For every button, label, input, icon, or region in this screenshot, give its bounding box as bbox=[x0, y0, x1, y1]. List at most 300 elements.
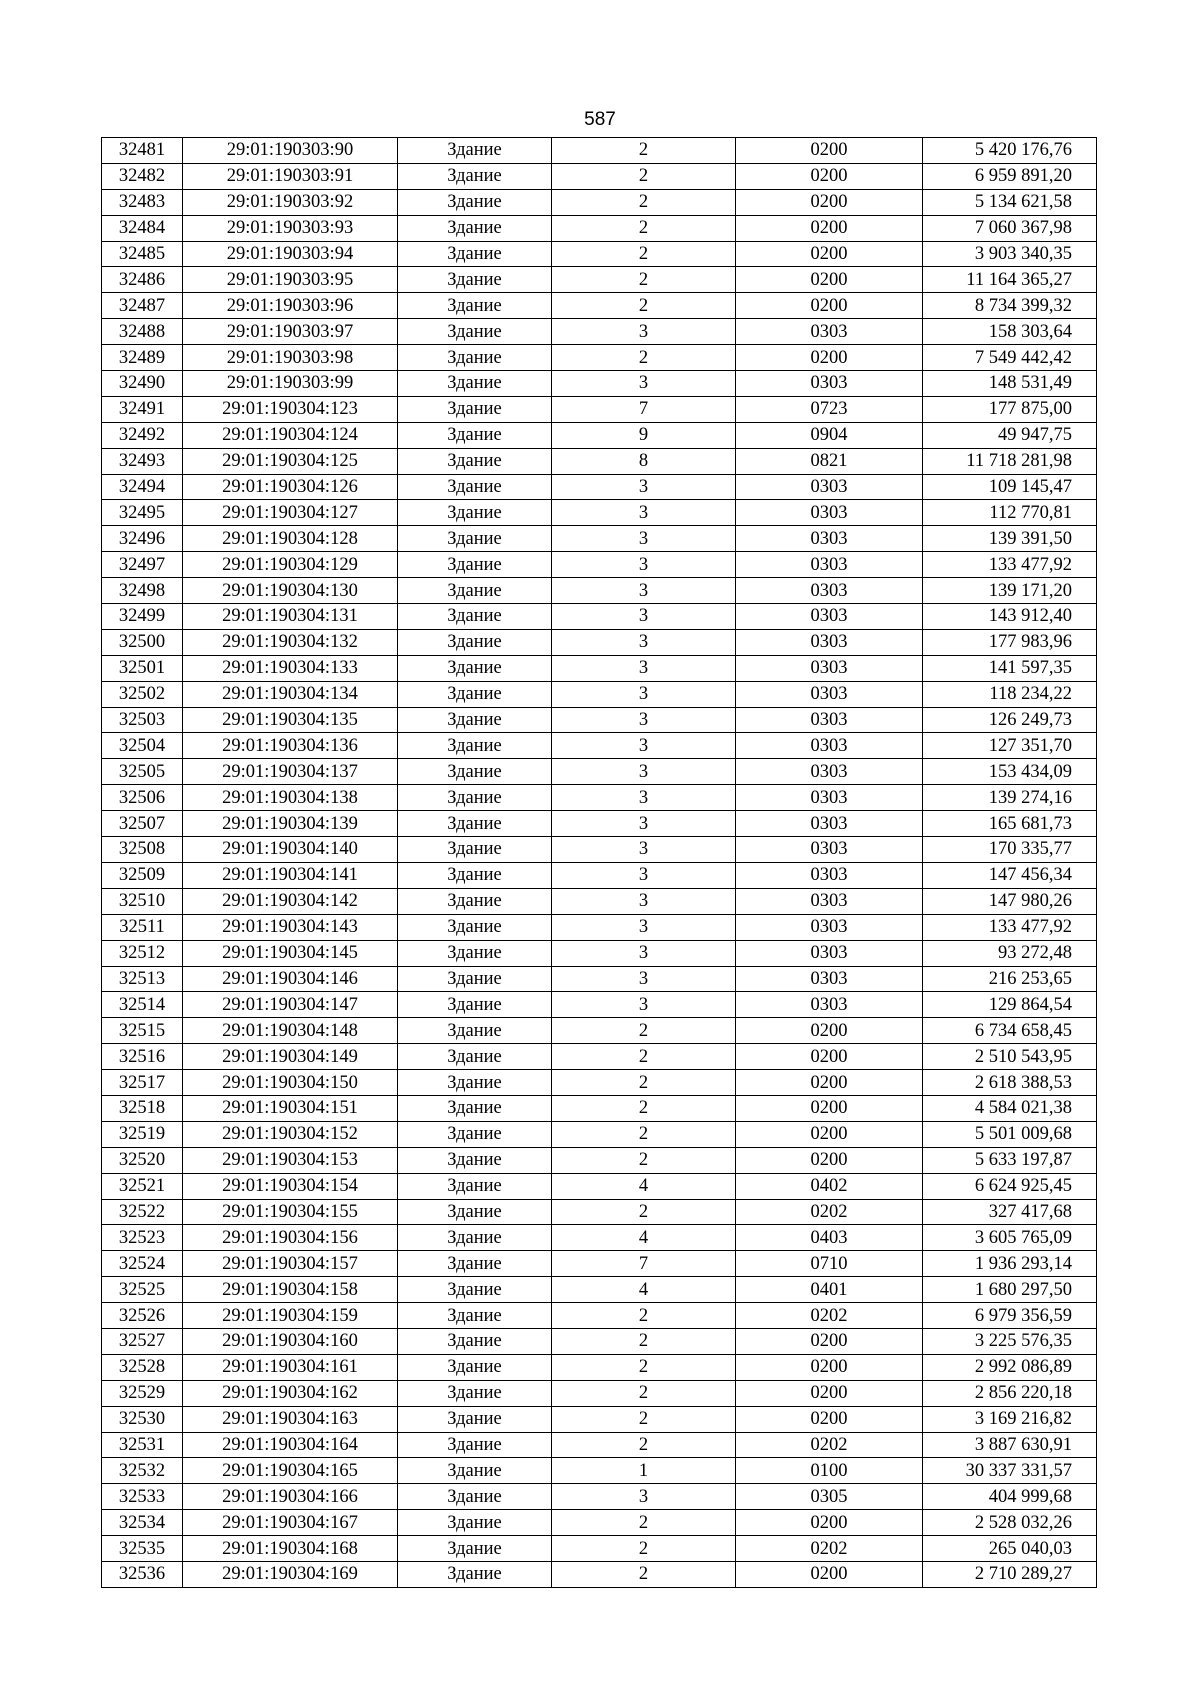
object-type-cell: Здание bbox=[398, 1406, 552, 1432]
subgroup-code-cell: 0303 bbox=[736, 888, 923, 914]
row-number-cell: 32504 bbox=[102, 733, 183, 759]
cadastral-number-cell: 29:01:190304:124 bbox=[183, 422, 398, 448]
cadastral-value-cell: 5 420 176,76 bbox=[923, 138, 1097, 164]
group-cell: 2 bbox=[552, 1432, 736, 1458]
object-type-cell: Здание bbox=[398, 1354, 552, 1380]
object-type-cell: Здание bbox=[398, 837, 552, 863]
object-type-cell: Здание bbox=[398, 448, 552, 474]
group-cell: 3 bbox=[552, 888, 736, 914]
group-cell: 2 bbox=[552, 345, 736, 371]
row-number-cell: 32521 bbox=[102, 1173, 183, 1199]
row-number-cell: 32522 bbox=[102, 1199, 183, 1225]
table-row bbox=[102, 189, 1097, 215]
row-number-cell: 32535 bbox=[102, 1536, 183, 1562]
row-number-cell: 32484 bbox=[102, 215, 183, 241]
cadastral-value-cell: 177 983,96 bbox=[923, 629, 1097, 655]
cadastral-value-cell: 6 959 891,20 bbox=[923, 163, 1097, 189]
object-type-cell: Здание bbox=[398, 1277, 552, 1303]
group-cell: 3 bbox=[552, 707, 736, 733]
cadastral-number-cell: 29:01:190304:149 bbox=[183, 1044, 398, 1070]
registry-table bbox=[101, 137, 1097, 1588]
table-row bbox=[102, 1121, 1097, 1147]
cadastral-number-cell: 29:01:190304:161 bbox=[183, 1354, 398, 1380]
cadastral-value-cell: 139 274,16 bbox=[923, 785, 1097, 811]
table-row bbox=[102, 862, 1097, 888]
row-number-cell: 32486 bbox=[102, 267, 183, 293]
cadastral-number-cell: 29:01:190304:155 bbox=[183, 1199, 398, 1225]
cadastral-value-cell: 216 253,65 bbox=[923, 966, 1097, 992]
row-number-cell: 32501 bbox=[102, 655, 183, 681]
table-row bbox=[102, 319, 1097, 345]
table-row bbox=[102, 371, 1097, 397]
subgroup-code-cell: 0200 bbox=[736, 1354, 923, 1380]
group-cell: 3 bbox=[552, 992, 736, 1018]
cadastral-value-cell: 6 734 658,45 bbox=[923, 1018, 1097, 1044]
cadastral-number-cell: 29:01:190303:99 bbox=[183, 371, 398, 397]
row-number-cell: 32488 bbox=[102, 319, 183, 345]
group-cell: 2 bbox=[552, 1018, 736, 1044]
cadastral-value-cell: 148 531,49 bbox=[923, 371, 1097, 397]
cadastral-value-cell: 139 391,50 bbox=[923, 526, 1097, 552]
cadastral-number-cell: 29:01:190304:134 bbox=[183, 681, 398, 707]
group-cell: 3 bbox=[552, 578, 736, 604]
cadastral-value-cell: 2 992 086,89 bbox=[923, 1354, 1097, 1380]
cadastral-number-cell: 29:01:190304:164 bbox=[183, 1432, 398, 1458]
row-number-cell: 32509 bbox=[102, 862, 183, 888]
row-number-cell: 32515 bbox=[102, 1018, 183, 1044]
subgroup-code-cell: 0710 bbox=[736, 1251, 923, 1277]
row-number-cell: 32491 bbox=[102, 396, 183, 422]
table-row bbox=[102, 914, 1097, 940]
table-row bbox=[102, 1199, 1097, 1225]
group-cell: 2 bbox=[552, 1199, 736, 1225]
group-cell: 3 bbox=[552, 837, 736, 863]
group-cell: 3 bbox=[552, 914, 736, 940]
row-number-cell: 32533 bbox=[102, 1484, 183, 1510]
subgroup-code-cell: 0200 bbox=[736, 293, 923, 319]
cadastral-number-cell: 29:01:190303:94 bbox=[183, 241, 398, 267]
cadastral-number-cell: 29:01:190304:148 bbox=[183, 1018, 398, 1044]
table-row bbox=[102, 811, 1097, 837]
object-type-cell: Здание bbox=[398, 914, 552, 940]
object-type-cell: Здание bbox=[398, 1536, 552, 1562]
subgroup-code-cell: 0303 bbox=[736, 759, 923, 785]
cadastral-number-cell: 29:01:190304:130 bbox=[183, 578, 398, 604]
cadastral-value-cell: 158 303,64 bbox=[923, 319, 1097, 345]
subgroup-code-cell: 0402 bbox=[736, 1173, 923, 1199]
object-type-cell: Здание bbox=[398, 707, 552, 733]
object-type-cell: Здание bbox=[398, 1510, 552, 1536]
page-number: 587 bbox=[584, 109, 616, 130]
row-number-cell: 32499 bbox=[102, 604, 183, 630]
object-type-cell: Здание bbox=[398, 422, 552, 448]
cadastral-value-cell: 139 171,20 bbox=[923, 578, 1097, 604]
subgroup-code-cell: 0303 bbox=[736, 966, 923, 992]
subgroup-code-cell: 0303 bbox=[736, 914, 923, 940]
row-number-cell: 32506 bbox=[102, 785, 183, 811]
cadastral-value-cell: 49 947,75 bbox=[923, 422, 1097, 448]
group-cell: 4 bbox=[552, 1225, 736, 1251]
row-number-cell: 32518 bbox=[102, 1095, 183, 1121]
row-number-cell: 32493 bbox=[102, 448, 183, 474]
group-cell: 2 bbox=[552, 1147, 736, 1173]
row-number-cell: 32485 bbox=[102, 241, 183, 267]
subgroup-code-cell: 0100 bbox=[736, 1458, 923, 1484]
table-row bbox=[102, 1380, 1097, 1406]
table-row bbox=[102, 1303, 1097, 1329]
group-cell: 2 bbox=[552, 293, 736, 319]
row-number-cell: 32496 bbox=[102, 526, 183, 552]
cadastral-number-cell: 29:01:190304:151 bbox=[183, 1095, 398, 1121]
object-type-cell: Здание bbox=[398, 138, 552, 164]
subgroup-code-cell: 0200 bbox=[736, 1095, 923, 1121]
cadastral-number-cell: 29:01:190303:92 bbox=[183, 189, 398, 215]
subgroup-code-cell: 0821 bbox=[736, 448, 923, 474]
object-type-cell: Здание bbox=[398, 1458, 552, 1484]
row-number-cell: 32489 bbox=[102, 345, 183, 371]
cadastral-number-cell: 29:01:190304:156 bbox=[183, 1225, 398, 1251]
cadastral-number-cell: 29:01:190304:139 bbox=[183, 811, 398, 837]
object-type-cell: Здание bbox=[398, 163, 552, 189]
group-cell: 3 bbox=[552, 811, 736, 837]
cadastral-number-cell: 29:01:190303:90 bbox=[183, 138, 398, 164]
object-type-cell: Здание bbox=[398, 1251, 552, 1277]
cadastral-value-cell: 118 234,22 bbox=[923, 681, 1097, 707]
row-number-cell: 32511 bbox=[102, 914, 183, 940]
row-number-cell: 32524 bbox=[102, 1251, 183, 1277]
cadastral-number-cell: 29:01:190304:150 bbox=[183, 1070, 398, 1096]
row-number-cell: 32503 bbox=[102, 707, 183, 733]
cadastral-value-cell: 6 979 356,59 bbox=[923, 1303, 1097, 1329]
subgroup-code-cell: 0303 bbox=[736, 604, 923, 630]
subgroup-code-cell: 0303 bbox=[736, 785, 923, 811]
row-number-cell: 32532 bbox=[102, 1458, 183, 1484]
table-row bbox=[102, 681, 1097, 707]
table-row bbox=[102, 526, 1097, 552]
cadastral-value-cell: 109 145,47 bbox=[923, 474, 1097, 500]
table-row bbox=[102, 629, 1097, 655]
table-row bbox=[102, 1018, 1097, 1044]
row-number-cell: 32534 bbox=[102, 1510, 183, 1536]
cadastral-number-cell: 29:01:190304:137 bbox=[183, 759, 398, 785]
row-number-cell: 32500 bbox=[102, 629, 183, 655]
row-number-cell: 32514 bbox=[102, 992, 183, 1018]
subgroup-code-cell: 0200 bbox=[736, 163, 923, 189]
object-type-cell: Здание bbox=[398, 1432, 552, 1458]
cadastral-value-cell: 133 477,92 bbox=[923, 914, 1097, 940]
subgroup-code-cell: 0200 bbox=[736, 1044, 923, 1070]
subgroup-code-cell: 0303 bbox=[736, 319, 923, 345]
row-number-cell: 32523 bbox=[102, 1225, 183, 1251]
cadastral-number-cell: 29:01:190303:91 bbox=[183, 163, 398, 189]
table-row bbox=[102, 396, 1097, 422]
cadastral-number-cell: 29:01:190304:136 bbox=[183, 733, 398, 759]
cadastral-number-cell: 29:01:190304:129 bbox=[183, 552, 398, 578]
group-cell: 3 bbox=[552, 371, 736, 397]
object-type-cell: Здание bbox=[398, 1484, 552, 1510]
cadastral-value-cell: 7 549 442,42 bbox=[923, 345, 1097, 371]
row-number-cell: 32502 bbox=[102, 681, 183, 707]
cadastral-number-cell: 29:01:190304:163 bbox=[183, 1406, 398, 1432]
table-row bbox=[102, 1510, 1097, 1536]
subgroup-code-cell: 0200 bbox=[736, 1018, 923, 1044]
subgroup-code-cell: 0303 bbox=[736, 940, 923, 966]
table-row bbox=[102, 267, 1097, 293]
subgroup-code-cell: 0303 bbox=[736, 474, 923, 500]
subgroup-code-cell: 0202 bbox=[736, 1303, 923, 1329]
group-cell: 2 bbox=[552, 1095, 736, 1121]
cadastral-number-cell: 29:01:190304:141 bbox=[183, 862, 398, 888]
object-type-cell: Здание bbox=[398, 1380, 552, 1406]
table-row bbox=[102, 552, 1097, 578]
group-cell: 2 bbox=[552, 1510, 736, 1536]
object-type-cell: Здание bbox=[398, 629, 552, 655]
row-number-cell: 32512 bbox=[102, 940, 183, 966]
subgroup-code-cell: 0200 bbox=[736, 1328, 923, 1354]
group-cell: 4 bbox=[552, 1277, 736, 1303]
group-cell: 2 bbox=[552, 1536, 736, 1562]
cadastral-value-cell: 2 528 032,26 bbox=[923, 1510, 1097, 1536]
subgroup-code-cell: 0200 bbox=[736, 189, 923, 215]
table-row bbox=[102, 940, 1097, 966]
cadastral-number-cell: 29:01:190304:153 bbox=[183, 1147, 398, 1173]
cadastral-number-cell: 29:01:190304:123 bbox=[183, 396, 398, 422]
row-number-cell: 32528 bbox=[102, 1354, 183, 1380]
object-type-cell: Здание bbox=[398, 1070, 552, 1096]
group-cell: 2 bbox=[552, 1380, 736, 1406]
cadastral-value-cell: 126 249,73 bbox=[923, 707, 1097, 733]
group-cell: 2 bbox=[552, 163, 736, 189]
group-cell: 3 bbox=[552, 500, 736, 526]
cadastral-value-cell: 1 936 293,14 bbox=[923, 1251, 1097, 1277]
table-row bbox=[102, 1536, 1097, 1562]
subgroup-code-cell: 0200 bbox=[736, 267, 923, 293]
object-type-cell: Здание bbox=[398, 1225, 552, 1251]
table-row bbox=[102, 1406, 1097, 1432]
object-type-cell: Здание bbox=[398, 733, 552, 759]
group-cell: 2 bbox=[552, 138, 736, 164]
cadastral-value-cell: 5 633 197,87 bbox=[923, 1147, 1097, 1173]
row-number-cell: 32487 bbox=[102, 293, 183, 319]
group-cell: 2 bbox=[552, 215, 736, 241]
table-row bbox=[102, 422, 1097, 448]
table-row bbox=[102, 1328, 1097, 1354]
object-type-cell: Здание bbox=[398, 604, 552, 630]
cadastral-value-cell: 1 680 297,50 bbox=[923, 1277, 1097, 1303]
row-number-cell: 32492 bbox=[102, 422, 183, 448]
cadastral-number-cell: 29:01:190304:162 bbox=[183, 1380, 398, 1406]
table-row bbox=[102, 1484, 1097, 1510]
cadastral-value-cell: 127 351,70 bbox=[923, 733, 1097, 759]
object-type-cell: Здание bbox=[398, 1303, 552, 1329]
object-type-cell: Здание bbox=[398, 396, 552, 422]
group-cell: 2 bbox=[552, 1303, 736, 1329]
group-cell: 8 bbox=[552, 448, 736, 474]
object-type-cell: Здание bbox=[398, 371, 552, 397]
table-row bbox=[102, 1173, 1097, 1199]
cadastral-value-cell: 4 584 021,38 bbox=[923, 1095, 1097, 1121]
cadastral-number-cell: 29:01:190304:167 bbox=[183, 1510, 398, 1536]
cadastral-number-cell: 29:01:190304:131 bbox=[183, 604, 398, 630]
table-row bbox=[102, 1354, 1097, 1380]
table-row bbox=[102, 448, 1097, 474]
cadastral-number-cell: 29:01:190304:168 bbox=[183, 1536, 398, 1562]
group-cell: 7 bbox=[552, 396, 736, 422]
cadastral-value-cell: 177 875,00 bbox=[923, 396, 1097, 422]
cadastral-number-cell: 29:01:190304:152 bbox=[183, 1121, 398, 1147]
cadastral-value-cell: 153 434,09 bbox=[923, 759, 1097, 785]
cadastral-value-cell: 327 417,68 bbox=[923, 1199, 1097, 1225]
subgroup-code-cell: 0200 bbox=[736, 1121, 923, 1147]
cadastral-number-cell: 29:01:190304:157 bbox=[183, 1251, 398, 1277]
object-type-cell: Здание bbox=[398, 655, 552, 681]
cadastral-value-cell: 170 335,77 bbox=[923, 837, 1097, 863]
table-row bbox=[102, 1251, 1097, 1277]
cadastral-value-cell: 5 134 621,58 bbox=[923, 189, 1097, 215]
cadastral-value-cell: 133 477,92 bbox=[923, 552, 1097, 578]
table-row bbox=[102, 1147, 1097, 1173]
object-type-cell: Здание bbox=[398, 319, 552, 345]
object-type-cell: Здание bbox=[398, 474, 552, 500]
cadastral-number-cell: 29:01:190304:147 bbox=[183, 992, 398, 1018]
cadastral-number-cell: 29:01:190304:128 bbox=[183, 526, 398, 552]
row-number-cell: 32530 bbox=[102, 1406, 183, 1432]
row-number-cell: 32495 bbox=[102, 500, 183, 526]
subgroup-code-cell: 0303 bbox=[736, 371, 923, 397]
group-cell: 2 bbox=[552, 1561, 736, 1587]
cadastral-number-cell: 29:01:190304:165 bbox=[183, 1458, 398, 1484]
cadastral-number-cell: 29:01:190304:160 bbox=[183, 1328, 398, 1354]
cadastral-value-cell: 5 501 009,68 bbox=[923, 1121, 1097, 1147]
group-cell: 3 bbox=[552, 966, 736, 992]
subgroup-code-cell: 0200 bbox=[736, 241, 923, 267]
cadastral-number-cell: 29:01:190303:96 bbox=[183, 293, 398, 319]
group-cell: 2 bbox=[552, 241, 736, 267]
table-row bbox=[102, 500, 1097, 526]
cadastral-number-cell: 29:01:190304:138 bbox=[183, 785, 398, 811]
subgroup-code-cell: 0200 bbox=[736, 1070, 923, 1096]
row-number-cell: 32517 bbox=[102, 1070, 183, 1096]
group-cell: 3 bbox=[552, 526, 736, 552]
row-number-cell: 32508 bbox=[102, 837, 183, 863]
table-row bbox=[102, 1277, 1097, 1303]
subgroup-code-cell: 0200 bbox=[736, 215, 923, 241]
cadastral-value-cell: 143 912,40 bbox=[923, 604, 1097, 630]
cadastral-value-cell: 2 510 543,95 bbox=[923, 1044, 1097, 1070]
group-cell: 3 bbox=[552, 681, 736, 707]
object-type-cell: Здание bbox=[398, 500, 552, 526]
cadastral-number-cell: 29:01:190303:93 bbox=[183, 215, 398, 241]
cadastral-value-cell: 112 770,81 bbox=[923, 500, 1097, 526]
subgroup-code-cell: 0723 bbox=[736, 396, 923, 422]
object-type-cell: Здание bbox=[398, 267, 552, 293]
cadastral-value-cell: 141 597,35 bbox=[923, 655, 1097, 681]
group-cell: 3 bbox=[552, 629, 736, 655]
cadastral-value-cell: 129 864,54 bbox=[923, 992, 1097, 1018]
cadastral-number-cell: 29:01:190304:145 bbox=[183, 940, 398, 966]
cadastral-number-cell: 29:01:190304:133 bbox=[183, 655, 398, 681]
subgroup-code-cell: 0200 bbox=[736, 1380, 923, 1406]
cadastral-number-cell: 29:01:190303:98 bbox=[183, 345, 398, 371]
object-type-cell: Здание bbox=[398, 1147, 552, 1173]
row-number-cell: 32481 bbox=[102, 138, 183, 164]
row-number-cell: 32525 bbox=[102, 1277, 183, 1303]
table-row bbox=[102, 1044, 1097, 1070]
table-row bbox=[102, 1225, 1097, 1251]
table-row bbox=[102, 293, 1097, 319]
group-cell: 3 bbox=[552, 940, 736, 966]
subgroup-code-cell: 0303 bbox=[736, 837, 923, 863]
subgroup-code-cell: 0303 bbox=[736, 707, 923, 733]
cadastral-number-cell: 29:01:190304:154 bbox=[183, 1173, 398, 1199]
subgroup-code-cell: 0200 bbox=[736, 1510, 923, 1536]
cadastral-number-cell: 29:01:190304:126 bbox=[183, 474, 398, 500]
subgroup-code-cell: 0303 bbox=[736, 681, 923, 707]
cadastral-value-cell: 30 337 331,57 bbox=[923, 1458, 1097, 1484]
cadastral-number-cell: 29:01:190304:143 bbox=[183, 914, 398, 940]
subgroup-code-cell: 0305 bbox=[736, 1484, 923, 1510]
cadastral-value-cell: 404 999,68 bbox=[923, 1484, 1097, 1510]
row-number-cell: 32482 bbox=[102, 163, 183, 189]
table-row bbox=[102, 733, 1097, 759]
table-row bbox=[102, 163, 1097, 189]
object-type-cell: Здание bbox=[398, 862, 552, 888]
cadastral-value-cell: 2 856 220,18 bbox=[923, 1380, 1097, 1406]
object-type-cell: Здание bbox=[398, 215, 552, 241]
table-row bbox=[102, 138, 1097, 164]
cadastral-number-cell: 29:01:190303:95 bbox=[183, 267, 398, 293]
table-row bbox=[102, 1561, 1097, 1587]
group-cell: 3 bbox=[552, 759, 736, 785]
subgroup-code-cell: 0303 bbox=[736, 500, 923, 526]
object-type-cell: Здание bbox=[398, 1199, 552, 1225]
subgroup-code-cell: 0904 bbox=[736, 422, 923, 448]
group-cell: 2 bbox=[552, 1070, 736, 1096]
group-cell: 2 bbox=[552, 1044, 736, 1070]
table-row bbox=[102, 759, 1097, 785]
table-row bbox=[102, 578, 1097, 604]
group-cell: 3 bbox=[552, 1484, 736, 1510]
row-number-cell: 32513 bbox=[102, 966, 183, 992]
table-row bbox=[102, 1095, 1097, 1121]
row-number-cell: 32497 bbox=[102, 552, 183, 578]
object-type-cell: Здание bbox=[398, 1095, 552, 1121]
cadastral-value-cell: 93 272,48 bbox=[923, 940, 1097, 966]
cadastral-number-cell: 29:01:190304:159 bbox=[183, 1303, 398, 1329]
group-cell: 2 bbox=[552, 1121, 736, 1147]
row-number-cell: 32526 bbox=[102, 1303, 183, 1329]
table-row bbox=[102, 474, 1097, 500]
group-cell: 3 bbox=[552, 604, 736, 630]
object-type-cell: Здание bbox=[398, 1018, 552, 1044]
object-type-cell: Здание bbox=[398, 1173, 552, 1199]
group-cell: 3 bbox=[552, 785, 736, 811]
object-type-cell: Здание bbox=[398, 293, 552, 319]
row-number-cell: 32529 bbox=[102, 1380, 183, 1406]
cadastral-number-cell: 29:01:190304:166 bbox=[183, 1484, 398, 1510]
group-cell: 1 bbox=[552, 1458, 736, 1484]
row-number-cell: 32531 bbox=[102, 1432, 183, 1458]
row-number-cell: 32520 bbox=[102, 1147, 183, 1173]
group-cell: 4 bbox=[552, 1173, 736, 1199]
row-number-cell: 32483 bbox=[102, 189, 183, 215]
group-cell: 2 bbox=[552, 1328, 736, 1354]
row-number-cell: 32519 bbox=[102, 1121, 183, 1147]
group-cell: 7 bbox=[552, 1251, 736, 1277]
group-cell: 2 bbox=[552, 1354, 736, 1380]
cadastral-value-cell: 265 040,03 bbox=[923, 1536, 1097, 1562]
table-row bbox=[102, 1458, 1097, 1484]
